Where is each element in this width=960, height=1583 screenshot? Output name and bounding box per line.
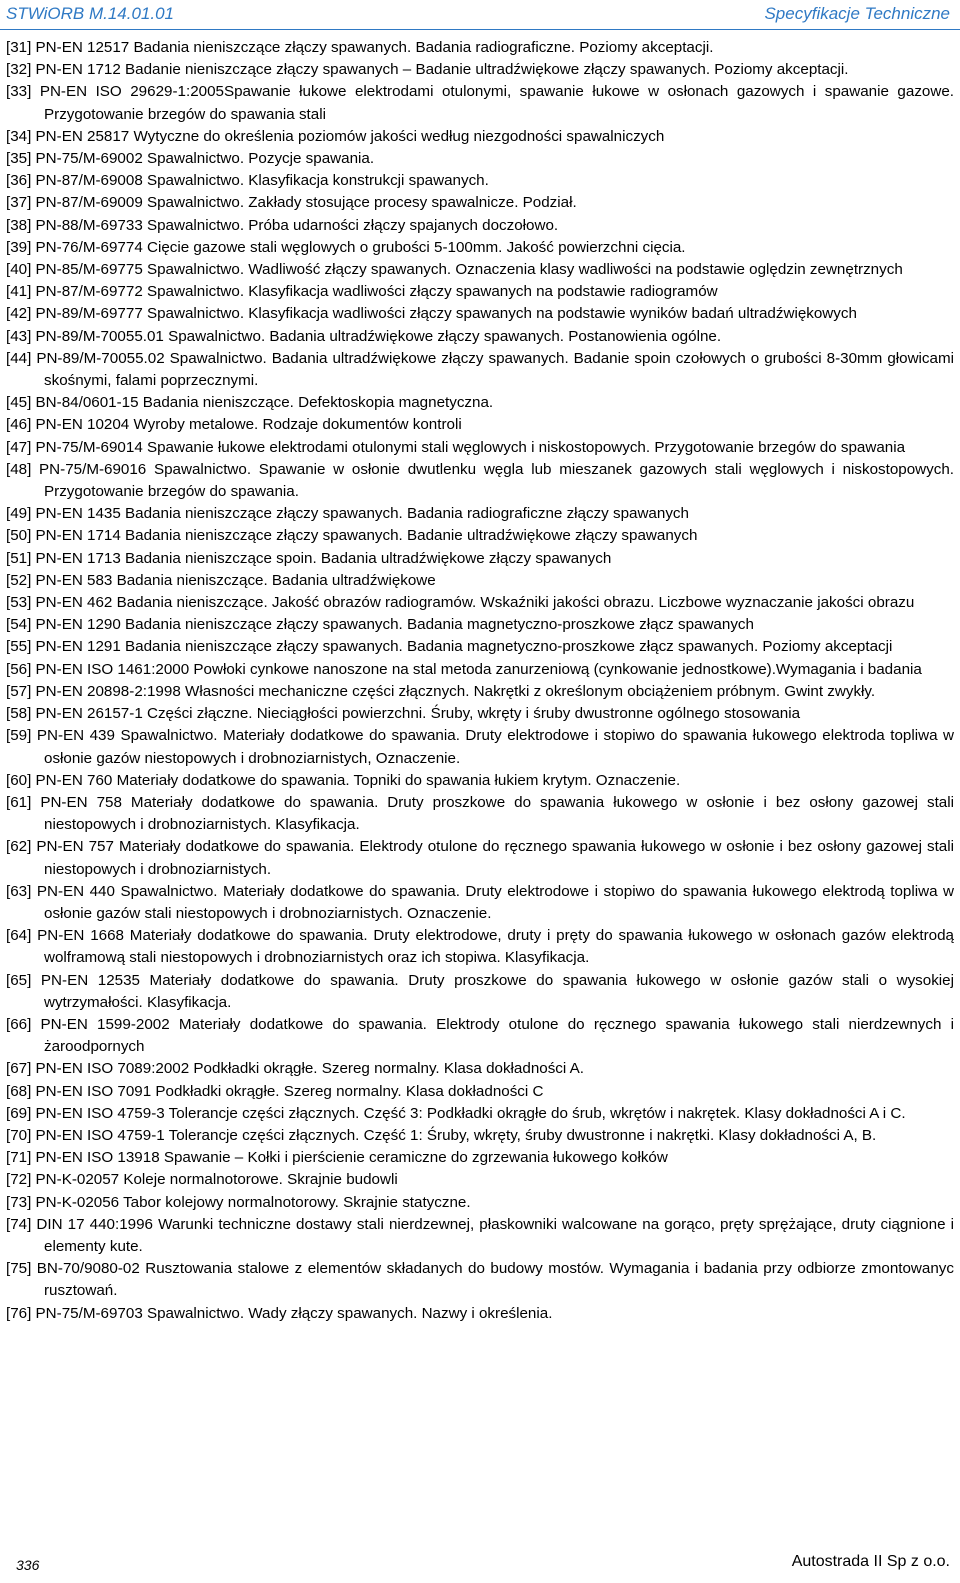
reference-item: [46] PN-EN 10204 Wyroby metalowe. Rodzaje dokumentów kontroli (6, 416, 462, 434)
reference-item: [54] PN-EN 1290 Badania nieniszczące złączy spawanych. Badania magnetyczno-proszkowe złącz spawanych (6, 616, 754, 634)
reference-item: [75] BN-70/9080-02 Rusztowania stalowe z elementów składanych do budowy mostów. Wymagania i badania przy odbiorze zmontowanyc rusztowań. (6, 1260, 954, 1300)
page-number: 336 (16, 1557, 40, 1573)
reference-item: [33] PN-EN ISO 29629-1:2005Spawanie łukowe elektrodami otulonymi, spawanie łukowe w osłonach gazowych i spawanie gazowe. Przygotowanie brzegów do spawania stali (6, 83, 954, 123)
reference-item: [40] PN-85/M-69775 Spawalnictwo. Wadliwość złączy spawanych. Oznaczenia klasy wadliwości na podstawie oględzin zewnętrznych (6, 261, 903, 279)
header-doc-title: Specyfikacje Techniczne (764, 4, 950, 23)
reference-item: [31] PN-EN 12517 Badania nieniszczące złączy spawanych. Badania radiograficzne. Poziomy akceptacji. (6, 39, 714, 56)
reference-item: [65] PN-EN 12535 Materiały dodatkowe do spawania. Druty proszkowe do spawania łukowego w osłonie gazów stali o wysokiej wytrzymałości. Klasyfikacja. (6, 971, 954, 1011)
reference-item: [55] PN-EN 1291 Badania nieniszczące złączy spawanych. Badania magnetyczno-proszkowe złącz spawanych. Poziomy akceptacji (6, 638, 893, 656)
reference-item: [50] PN-EN 1714 Badania nieniszczące złączy spawanych. Badanie ultradźwiękowe złączy spawanych (6, 527, 698, 545)
reference-item: [61] PN-EN 758 Materiały dodatkowe do spawania. Druty proszkowe do spawania łukowego w osłonie i bez osłony gazowej stali niestopowych i drobnoziarnistych. Klasyfikacja. (6, 793, 954, 834)
reference-item: [38] PN-88/M-69733 Spawalnictwo. Próba udarności złączy spajanych doczołowo. (6, 216, 559, 234)
reference-item: [52] PN-EN 583 Badania nieniszczące. Badania ultradźwiękowe (6, 571, 436, 589)
reference-item: [49] PN-EN 1435 Badania nieniszczące złączy spawanych. Badania radiograficzne złączy spawanych (6, 505, 689, 523)
reference-item: [53] PN-EN 462 Badania nieniszczące. Jakość obrazów radiogramów. Wskaźniki jakości obrazu. Liczbowe wyznaczanie jakości obrazu (6, 594, 915, 612)
reference-item: [63] PN-EN 440 Spawalnictwo. Materiały dodatkowe do spawania. Druty elektrodowe i stopiwo do spawania łukowego elektrodą topliwa w osłonie gazów stali niestopowych i drobnoziarnistych. Oznaczenie. (6, 882, 954, 922)
reference-item: [35] PN-75/M-69002 Spawalnictwo. Pozycje spawania. (6, 150, 375, 168)
reference-item: [36] PN-87/M-69008 Spawalnictwo. Klasyfikacja konstrukcji spawanych. (6, 172, 489, 190)
reference-item: [68] PN-EN ISO 7091 Podkładki okrągłe. Szereg normalny. Klasa dokładności C (6, 1082, 544, 1100)
reference-item: [57] PN-EN 20898-2:1998 Własności mechaniczne części złącznych. Nakrętki z określonym obciążeniem próbnym. Gwint zwykły. (6, 682, 876, 700)
reference-item: [45] BN-84/0601-15 Badania nieniszczące. Defektoskopia magnetyczna. (6, 394, 494, 412)
reference-item: [72] PN-K-02057 Koleje normalnotorowe. Skrajnie budowli (6, 1171, 398, 1189)
reference-item: [51] PN-EN 1713 Badania nieniszczące spoin. Badania ultradźwiękowe złączy spawanych (6, 549, 612, 567)
reference-item: [71] PN-EN ISO 13918 Spawanie – Kołki i pierścienie ceramiczne do zgrzewania łukowego kołków (6, 1149, 668, 1167)
reference-item: [74] DIN 17 440:1996 Warunki techniczne dostawy stali nierdzewnej, płaskowniki walcowane na gorąco, pręty sprężające, druty ciągnione i elementy kute. (6, 1215, 954, 1255)
reference-item: [39] PN-76/M-69774 Cięcie gazowe stali węglowych o grubości 5-100mm. Jakość powierzchni cięcia. (6, 238, 686, 256)
reference-item: [64] PN-EN 1668 Materiały dodatkowe do spawania. Druty elektrodowe, druty i pręty do spawania łukowego w osłonach gazów elektrodą wolframową stali niestopowych i drobnoziarnistych oraz ich stopiwa. Klasyfikacja. (6, 927, 954, 967)
reference-item: [43] PN-89/M-70055.01 Spawalnictwo. Badania ultradźwiękowe złączy spawanych. Postanowienia ogólne. (6, 327, 722, 345)
reference-item: [62] PN-EN 757 Materiały dodatkowe do spawania. Elektrody otulone do ręcznego spawania łukowego w osłonie i bez osłony gazowej stali niestopowych i drobnoziarnistych. (6, 838, 954, 878)
reference-item: [34] PN-EN 25817 Wytyczne do określenia poziomów jakości według niezgodności spawalniczych (6, 127, 665, 145)
reference-item: [42] PN-89/M-69777 Spawalnictwo. Klasyfikacja wadliwości złączy spawanych na podstawie wyników badań ultradźwiękowych (6, 305, 857, 323)
reference-item: [66] PN-EN 1599-2002 Materiały dodatkowe do spawania. Elektrody otulone do ręcznego spawania łukowego stali nierdzewnych i żaroodpornych (6, 1015, 954, 1056)
reference-item: [48] PN-75/M-69016 Spawalnictwo. Spawanie w osłonie dwutlenku węgla lub mieszanek gazowych stali węglowych i niskostopowych. Przygotowanie brzegów do spawania. (6, 460, 954, 501)
reference-item: [76] PN-75/M-69703 Spawalnictwo. Wady złączy spawanych. Nazwy i określenia. (6, 1304, 553, 1322)
references-list (6, 37, 954, 1325)
reference-item: [60] PN-EN 760 Materiały dodatkowe do spawania. Topniki do spawania łukiem krytym. Oznaczenie. (6, 771, 681, 789)
reference-item: [58] PN-EN 26157-1 Części złączne. Nieciągłości powierzchni. Śruby, wkręty i śruby dwustronne ogólnego stosowania (6, 705, 801, 723)
reference-item: [67] PN-EN ISO 7089:2002 Podkładki okrągłe. Szereg normalny. Klasa dokładności A. (6, 1060, 585, 1078)
reference-item: [32] PN-EN 1712 Badanie nieniszczące złączy spawanych – Badanie ultradźwiękowe złączy spawanych. Poziomy akceptacji. (6, 61, 849, 79)
header-doc-code: STWiORB M.14.01.01 (6, 4, 175, 23)
reference-item: [37] PN-87/M-69009 Spawalnictwo. Zakłady stosujące procesy spawalnicze. Podział. (6, 194, 577, 212)
reference-item: [41] PN-87/M-69772 Spawalnictwo. Klasyfikacja wadliwości złączy spawanych na podstawie radiogramów (6, 283, 718, 301)
reference-item: [56] PN-EN ISO 1461:2000 Powłoki cynkowe nanoszone na stal metoda zanurzeniową (cynkowanie jednostkowe).Wymagania i badania (6, 660, 922, 678)
header-divider (0, 29, 960, 30)
reference-item: [73] PN-K-02056 Tabor kolejowy normalnotorowy. Skrajnie statyczne. (6, 1193, 471, 1211)
reference-item: [47] PN-75/M-69014 Spawanie łukowe elektrodami otulonymi stali węglowych i niskostopowych. Przygotowanie brzegów do spawania (6, 438, 906, 456)
reference-item: [59] PN-EN 439 Spawalnictwo. Materiały dodatkowe do spawania. Druty elektrodowe i stopiwo do spawania łukowego elektroda topliwa w osłonie gazów niestopowych i drobnoziarnistych, Oznaczenie. (6, 727, 954, 767)
footer-company: Autostrada II Sp z o.o. (791, 1553, 950, 1570)
reference-item: [44] PN-89/M-70055.02 Spawalnictwo. Badania ultradźwiękowe złączy spawanych. Badanie spoin czołowych o grubości 8-30mm głowicami skośnymi, falami poprzecznymi. (6, 349, 954, 390)
reference-item: [69] PN-EN ISO 4759-3 Tolerancje części złącznych. Część 3: Podkładki okrągłe do śrub, wkrętów i nakrętek. Klasy dokładności A i C. (6, 1104, 906, 1122)
reference-item: [70] PN-EN ISO 4759-1 Tolerancje części złącznych. Część 1: Śruby, wkręty, śruby dwustronne i nakrętki. Klasy dokładności A, B. (6, 1126, 877, 1144)
